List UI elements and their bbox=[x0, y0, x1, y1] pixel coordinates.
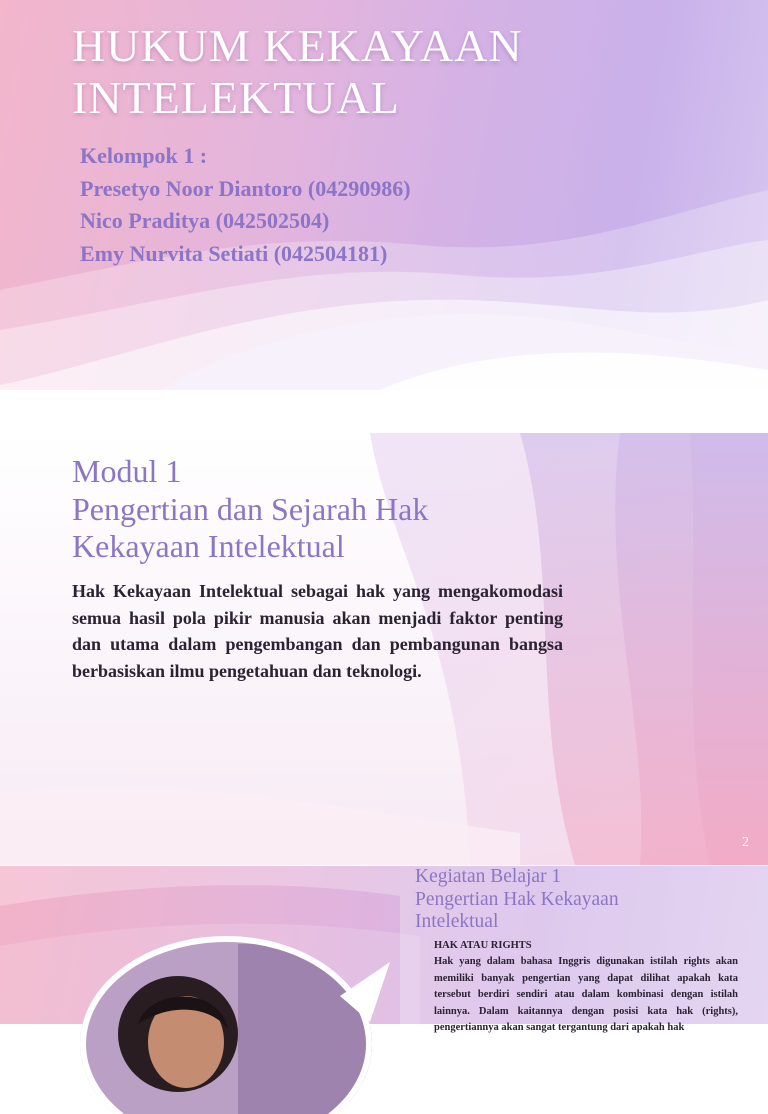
group-members bbox=[80, 140, 411, 270]
member-name: Presetyo Noor Diantoro (04290986) bbox=[80, 175, 411, 201]
module-heading-line: Modul 1 bbox=[72, 453, 182, 489]
activity-heading bbox=[415, 866, 755, 934]
module-heading-line: Pengertian dan Sejarah Hak bbox=[72, 490, 429, 527]
title-line: HUKUM KEKAYAAN bbox=[72, 20, 523, 71]
module-description: Hak Kekayaan Intelektual sebagai hak yang mengakomodasi semua hasil pola pikir manusia akan menjadi faktor penting dan utama dalam pengembangan dan pembangunan bangsa berbasiskan ilmu pengetahuan dan teknologi. bbox=[72, 581, 563, 681]
title-slide bbox=[0, 0, 768, 390]
activity-heading-line: Intelektual bbox=[415, 911, 499, 932]
module-heading-line: Kekayaan Intelektual bbox=[72, 528, 345, 564]
section-title: HAK ATAU RIGHTS bbox=[434, 940, 532, 951]
module-heading bbox=[72, 453, 592, 566]
group-label: Kelompok 1 : bbox=[80, 143, 208, 168]
member-name: Emy Nurvita Setiati (042504181) bbox=[80, 240, 388, 266]
presentation-title bbox=[72, 20, 692, 124]
module-slide bbox=[0, 433, 768, 865]
activity-heading-line: Pengertian Hak Kekayaan bbox=[415, 888, 619, 910]
student-photo bbox=[78, 934, 374, 1114]
title-line: INTELEKTUAL bbox=[72, 72, 400, 123]
page-number: 2 bbox=[742, 835, 749, 850]
activity-heading-line: Kegiatan Belajar 1 bbox=[415, 866, 562, 887]
learning-activity-slide bbox=[0, 866, 768, 1033]
section-body: Hak yang dalam bahasa Inggris digunakan istilah rights akan memiliki banyak pengertian yang dapat dilihat apakah kata tersebut berdiri sendiri atau dalam kombinasi dengan istilah lainnya. Dalam kaitannya dengan posisi kata hak (rights), pengertiannya akan sangat tergantung dari apakah hak bbox=[434, 956, 738, 1033]
member-name: Nico Praditya (042502504) bbox=[80, 208, 330, 233]
